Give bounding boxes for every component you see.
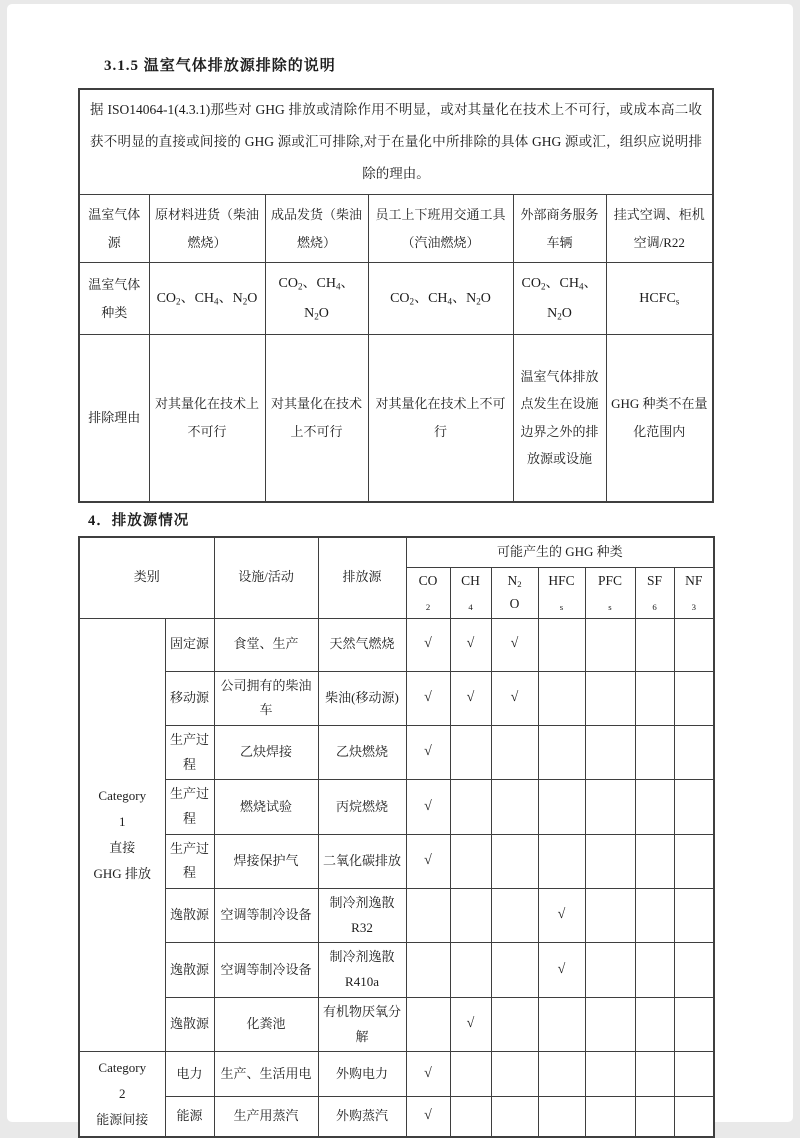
gas-check-cell bbox=[538, 997, 585, 1051]
facility-cell: 焊接保护气 bbox=[214, 834, 318, 888]
table-row bbox=[79, 335, 713, 502]
check-mark: √ bbox=[557, 907, 566, 923]
subscript: s bbox=[675, 296, 680, 307]
gas-check-cell bbox=[538, 834, 585, 888]
subcategory-cell: 逸散源 bbox=[165, 997, 214, 1051]
emission-source-cell: 丙烷燃烧 bbox=[318, 780, 406, 834]
ghg-source-header-cell: 原材料进货（柴油燃烧） bbox=[149, 195, 265, 263]
gas-check-cell bbox=[450, 943, 491, 997]
table-row bbox=[79, 997, 714, 1051]
gas-check-cell bbox=[674, 1052, 714, 1097]
gas-check-cell bbox=[674, 943, 714, 997]
gas-check-cell bbox=[674, 725, 714, 779]
gas-check-cell bbox=[635, 1052, 674, 1097]
table-row bbox=[79, 1052, 714, 1097]
check-mark: √ bbox=[424, 853, 432, 869]
gas-check-cell bbox=[538, 943, 585, 997]
gas-species-cell: $CO_2$、$CH_4$、$N_2O$ bbox=[149, 263, 265, 335]
emission-source-cell: 有机物厌氧分解 bbox=[318, 997, 406, 1051]
check-mark: √ bbox=[424, 798, 432, 814]
exclusion-reason-cell: 对其量化在技术上不可行 bbox=[149, 335, 265, 502]
emission-source-cell: 乙炔燃烧 bbox=[318, 725, 406, 779]
row-label-cell: 排除理由 bbox=[79, 335, 149, 502]
gas-check-cell bbox=[491, 1052, 538, 1097]
subscript: 2 bbox=[409, 296, 415, 307]
gas-check-cell bbox=[635, 997, 674, 1051]
gas-check-cell bbox=[674, 618, 714, 671]
gas-check-cell bbox=[538, 1052, 585, 1097]
check-mark: √ bbox=[510, 636, 519, 652]
gas-header-cell: HFC $_s$ bbox=[538, 567, 585, 618]
ghg-source-header-cell: 员工上下班用交通工具（汽油燃烧） bbox=[368, 195, 513, 263]
subscript: 2 bbox=[176, 296, 181, 307]
check-mark: √ bbox=[424, 744, 432, 760]
gas-check-cell bbox=[406, 889, 450, 943]
gas-species-cell: $CO_2$、$CH_4$、$N_2O$ bbox=[368, 263, 513, 335]
gas-check-cell bbox=[635, 618, 674, 671]
gas-check-cell bbox=[450, 997, 491, 1051]
gas-check-cell bbox=[674, 889, 714, 943]
gas-header-cell: NF $_3$ bbox=[674, 567, 714, 618]
facility-cell: 燃烧试验 bbox=[214, 780, 318, 834]
col-header-category: 类别 bbox=[79, 537, 214, 618]
gas-check-cell bbox=[635, 725, 674, 779]
subscript: 2 bbox=[476, 296, 481, 307]
subscript: 2 bbox=[297, 281, 303, 292]
subscript: 2 bbox=[517, 578, 522, 589]
check-mark: √ bbox=[466, 689, 475, 705]
gas-check-cell bbox=[674, 834, 714, 888]
gas-check-cell bbox=[491, 889, 538, 943]
gas-header-cell: CO $_2$ bbox=[406, 567, 450, 618]
facility-cell: 化粪池 bbox=[214, 997, 318, 1051]
gas-species-cell: $CO_2$、$CH_4$、$N_2O$ bbox=[513, 263, 606, 335]
gas-header-cell: CH $_4$ bbox=[450, 567, 491, 618]
gas-check-cell bbox=[585, 780, 635, 834]
col-header-source: 排放源 bbox=[318, 537, 406, 618]
gas-check-cell bbox=[674, 780, 714, 834]
gas-check-cell bbox=[538, 889, 585, 943]
gas-species-cell: $HCFC_s$ bbox=[606, 263, 713, 335]
table-row bbox=[79, 834, 714, 888]
gas-check-cell bbox=[635, 943, 674, 997]
check-mark: √ bbox=[424, 636, 432, 652]
row-label-cell: 温室气体源 bbox=[79, 195, 149, 263]
gas-check-cell bbox=[674, 997, 714, 1051]
emission-source-cell: 柴油(移动源) bbox=[318, 671, 406, 725]
gas-check-cell bbox=[538, 780, 585, 834]
emission-source-cell: 外购蒸汽 bbox=[318, 1097, 406, 1137]
check-mark: √ bbox=[424, 1065, 432, 1081]
emission-source-cell: 制冷剂逸散 R32 bbox=[318, 889, 406, 943]
gas-check-cell bbox=[450, 780, 491, 834]
subcategory-cell: 生产过程 bbox=[165, 725, 214, 779]
gas-check-cell bbox=[585, 943, 635, 997]
emission-source-cell: 制冷剂逸散 R410a bbox=[318, 943, 406, 997]
section-heading-315: 3.1.5 温室气体排放源排除的说明 bbox=[104, 58, 336, 74]
facility-cell: 生产用蒸汽 bbox=[214, 1097, 318, 1137]
emission-source-cell: 天然气燃烧 bbox=[318, 618, 406, 671]
facility-cell: 食堂、生产 bbox=[214, 618, 318, 671]
subscript: 4 bbox=[335, 281, 341, 292]
gas-header-cell: $N_2$ O bbox=[491, 567, 538, 618]
gas-check-cell bbox=[491, 671, 538, 725]
exclusion-reason-cell: GHG 种类不在量化范围内 bbox=[606, 335, 713, 502]
table-row bbox=[79, 943, 714, 997]
gas-check-cell bbox=[585, 618, 635, 671]
subcategory-cell: 逸散源 bbox=[165, 889, 214, 943]
subscript: 2 bbox=[314, 310, 319, 321]
subcategory-cell: 固定源 bbox=[165, 618, 214, 671]
gas-check-cell bbox=[450, 834, 491, 888]
subscript: 2 bbox=[425, 601, 431, 612]
subscript: 2 bbox=[242, 296, 248, 307]
gas-check-cell bbox=[585, 997, 635, 1051]
table-row bbox=[79, 725, 714, 779]
subscript: 4 bbox=[214, 296, 219, 307]
gas-check-cell bbox=[585, 725, 635, 779]
gas-check-cell bbox=[406, 780, 450, 834]
gas-check-cell bbox=[406, 834, 450, 888]
gas-check-cell bbox=[406, 618, 450, 671]
check-mark: √ bbox=[557, 961, 566, 977]
subcategory-cell: 生产过程 bbox=[165, 780, 214, 834]
gas-check-cell bbox=[406, 943, 450, 997]
gas-header-cell: SF $_6$ bbox=[635, 567, 674, 618]
table-row bbox=[79, 89, 713, 195]
subscript: 4 bbox=[468, 601, 473, 612]
gas-check-cell bbox=[491, 780, 538, 834]
gas-check-cell bbox=[491, 997, 538, 1051]
subscript: s bbox=[559, 601, 564, 612]
facility-cell: 公司拥有的柴油车 bbox=[214, 671, 318, 725]
subcategory-cell: 移动源 bbox=[165, 671, 214, 725]
gas-check-cell bbox=[406, 1052, 450, 1097]
table-row bbox=[79, 195, 713, 263]
section-heading-4: 4．排放源情况 bbox=[88, 513, 190, 529]
gas-check-cell bbox=[635, 671, 674, 725]
gas-check-cell bbox=[491, 834, 538, 888]
gas-check-cell bbox=[635, 889, 674, 943]
category-cell: Category 2 能源间接 bbox=[79, 1052, 165, 1137]
check-mark: √ bbox=[424, 1108, 432, 1124]
ghg-source-header-cell: 挂式空调、柜机空调/R22 bbox=[606, 195, 713, 263]
subcategory-cell: 电力 bbox=[165, 1052, 214, 1097]
subcategory-cell: 能源 bbox=[165, 1097, 214, 1137]
gas-check-cell bbox=[406, 671, 450, 725]
ghg-source-header-cell: 外部商务服务车辆 bbox=[513, 195, 606, 263]
gas-check-cell bbox=[585, 671, 635, 725]
col-header-facility: 设施/活动 bbox=[214, 537, 318, 618]
gas-check-cell bbox=[585, 834, 635, 888]
gas-check-cell bbox=[450, 671, 491, 725]
exclusion-reason-cell: 温室气体排放点发生在设施边界之外的排放源或设施 bbox=[513, 335, 606, 502]
check-mark: √ bbox=[466, 1016, 475, 1032]
gas-check-cell bbox=[491, 943, 538, 997]
facility-cell: 乙炔焊接 bbox=[214, 725, 318, 779]
gas-check-cell bbox=[491, 618, 538, 671]
subscript: 3 bbox=[691, 601, 696, 612]
subscript: 6 bbox=[652, 601, 657, 612]
facility-cell: 空调等制冷设备 bbox=[214, 943, 318, 997]
exclusion-note-cell: 据 ISO14064-1(4.3.1)那些对 GHG 排放或清除作用不明显，或对其量化在技术上不可行，或成本高二收获不明显的直接或间接的 GHG 源或汇可排除,对于在量化中所排除的具体 GHG 源或汇，组织应说明排除的理由。 bbox=[79, 89, 713, 195]
subscript: 2 bbox=[540, 281, 546, 292]
emission-source-cell: 外购电力 bbox=[318, 1052, 406, 1097]
gas-check-cell bbox=[491, 725, 538, 779]
col-header-ghg-group: 可能产生的 GHG 种类 bbox=[406, 537, 714, 567]
gas-check-cell bbox=[450, 725, 491, 779]
gas-check-cell bbox=[538, 725, 585, 779]
gas-check-cell bbox=[585, 889, 635, 943]
facility-cell: 生产、生活用电 bbox=[214, 1052, 318, 1097]
table-row bbox=[79, 889, 714, 943]
subcategory-cell: 生产过程 bbox=[165, 834, 214, 888]
gas-species-cell: $CO_2$、$CH_4$、$N_2O$ bbox=[265, 263, 368, 335]
exclusion-table bbox=[78, 88, 714, 503]
gas-check-cell bbox=[406, 725, 450, 779]
gas-check-cell bbox=[635, 834, 674, 888]
exclusion-reason-cell: 对其量化在技术上不可行 bbox=[368, 335, 513, 502]
gas-check-cell bbox=[674, 671, 714, 725]
facility-cell: 空调等制冷设备 bbox=[214, 889, 318, 943]
gas-header-cell: PFC $_s$ bbox=[585, 567, 635, 618]
subscript: 4 bbox=[578, 281, 584, 292]
gas-check-cell bbox=[585, 1052, 635, 1097]
table-row bbox=[79, 618, 714, 671]
check-mark: √ bbox=[466, 636, 475, 652]
gas-check-cell bbox=[450, 1052, 491, 1097]
gas-check-cell bbox=[406, 997, 450, 1051]
subcategory-cell: 逸散源 bbox=[165, 943, 214, 997]
gas-check-cell bbox=[635, 780, 674, 834]
gas-check-cell bbox=[450, 618, 491, 671]
category-cell: Category 1 直接 GHG 排放 bbox=[79, 618, 165, 1052]
table-row bbox=[79, 780, 714, 834]
gas-check-cell bbox=[450, 889, 491, 943]
emission-source-cell: 二氧化碳排放 bbox=[318, 834, 406, 888]
check-mark: √ bbox=[424, 689, 432, 705]
emission-sources-table bbox=[78, 536, 715, 1138]
ghg-source-header-cell: 成品发货（柴油燃烧） bbox=[265, 195, 368, 263]
table-row bbox=[79, 671, 714, 725]
subscript: 4 bbox=[447, 296, 453, 307]
subscript: 2 bbox=[557, 310, 562, 321]
subscript: s bbox=[608, 601, 612, 612]
gas-check-cell bbox=[538, 618, 585, 671]
table-row bbox=[79, 263, 713, 335]
document-page bbox=[7, 4, 793, 1127]
exclusion-reason-cell: 对其量化在技术上不可行 bbox=[265, 335, 368, 502]
gas-check-cell bbox=[538, 671, 585, 725]
check-mark: √ bbox=[510, 689, 519, 705]
row-label-cell: 温室气体种类 bbox=[79, 263, 149, 335]
